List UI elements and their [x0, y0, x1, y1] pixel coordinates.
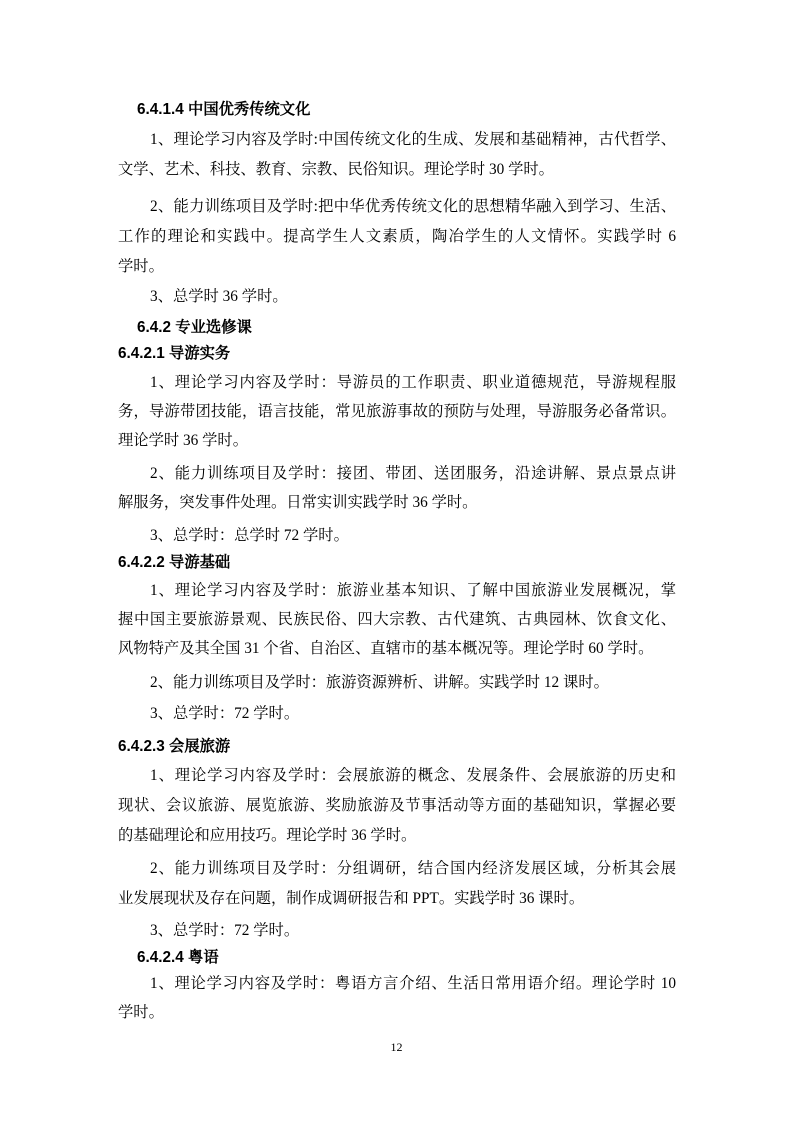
- section-heading: 6.4.2.1 导游实务: [118, 345, 231, 362]
- paragraph-line: 3、总学时：72 学时。: [150, 922, 300, 939]
- paragraph-line: 3、总学时：总学时 72 学时。: [150, 527, 349, 544]
- paragraph-line: 风物特产及其全国 31 个省、自治区、直辖市的基本概况等。理论学时 60 学时。: [118, 640, 654, 657]
- paragraph-line: 现状、会议旅游、展览旅游、奖励旅游及节事活动等方面的基础知识，掌握必要: [118, 797, 676, 814]
- paragraph-line: 2、能力训练项目及学时:把中华优秀传统文化的思想精华融入到学习、生活、: [150, 198, 676, 215]
- paragraph-line: 握中国主要旅游景观、民族民俗、四大宗教、古代建筑、古典园林、饮食文化、: [118, 611, 676, 628]
- section-heading: 6.4.2.4 粤语: [137, 949, 219, 966]
- paragraph-line: 1、理论学习内容及学时：导游员的工作职责、职业道德规范，导游规程服: [150, 374, 676, 391]
- paragraph-line: 务，导游带团技能，语言技能，常见旅游事故的预防与处理，导游服务必备常识。: [118, 403, 676, 420]
- paragraph-line: 2、能力训练项目及学时：接团、带团、送团服务，沿途讲解、景点景点讲: [150, 465, 676, 482]
- section-heading: 6.4.2 专业选修课: [137, 319, 252, 336]
- paragraph-line: 工作的理论和实践中。提高学生人文素质，陶冶学生的人文情怀。实践学时 6: [118, 228, 676, 245]
- paragraph-line: 学时。: [118, 258, 164, 275]
- page-number: 12: [390, 1040, 403, 1054]
- paragraph-line: 的基础理论和应用技巧。理论学时 36 学时。: [118, 827, 417, 844]
- paragraph-line: 3、总学时 36 学时。: [150, 288, 288, 305]
- section-heading: 6.4.2.3 会展旅游: [118, 738, 231, 755]
- paragraph-line: 1、理论学习内容及学时：旅游业基本知识、了解中国旅游业发展概况，掌: [150, 582, 676, 599]
- paragraph-line: 1、理论学习内容及学时:中国传统文化的生成、发展和基础精神，古代哲学、: [150, 131, 676, 148]
- paragraph-line: 1、理论学习内容及学时：粤语方言介绍、生活日常用语介绍。理论学时 10: [150, 975, 676, 992]
- paragraph-line: 文学、艺术、科技、教育、宗教、民俗知识。理论学时 30 学时。: [118, 161, 554, 178]
- paragraph-line: 解服务，突发事件处理。日常实训实践学时 36 学时。: [118, 494, 478, 511]
- section-heading: 6.4.2.2 导游基础: [118, 554, 231, 571]
- paragraph-line: 理论学时 36 学时。: [118, 432, 249, 449]
- paragraph-line: 1、理论学习内容及学时：会展旅游的概念、发展条件、会展旅游的历史和: [150, 767, 676, 784]
- paragraph-line: 3、总学时：72 学时。: [150, 705, 300, 722]
- paragraph-line: 2、能力训练项目及学时：旅游资源辨析、讲解。实践学时 12 课时。: [150, 674, 609, 691]
- section-heading: 6.4.1.4 中国优秀传统文化: [137, 101, 311, 118]
- paragraph-line: 2、能力训练项目及学时：分组调研，结合国内经济发展区域，分析其会展: [150, 860, 676, 877]
- paragraph-line: 业发展现状及存在问题，制作成调研报告和 PPT。实践学时 36 课时。: [118, 890, 585, 907]
- paragraph-line: 学时。: [118, 1004, 164, 1021]
